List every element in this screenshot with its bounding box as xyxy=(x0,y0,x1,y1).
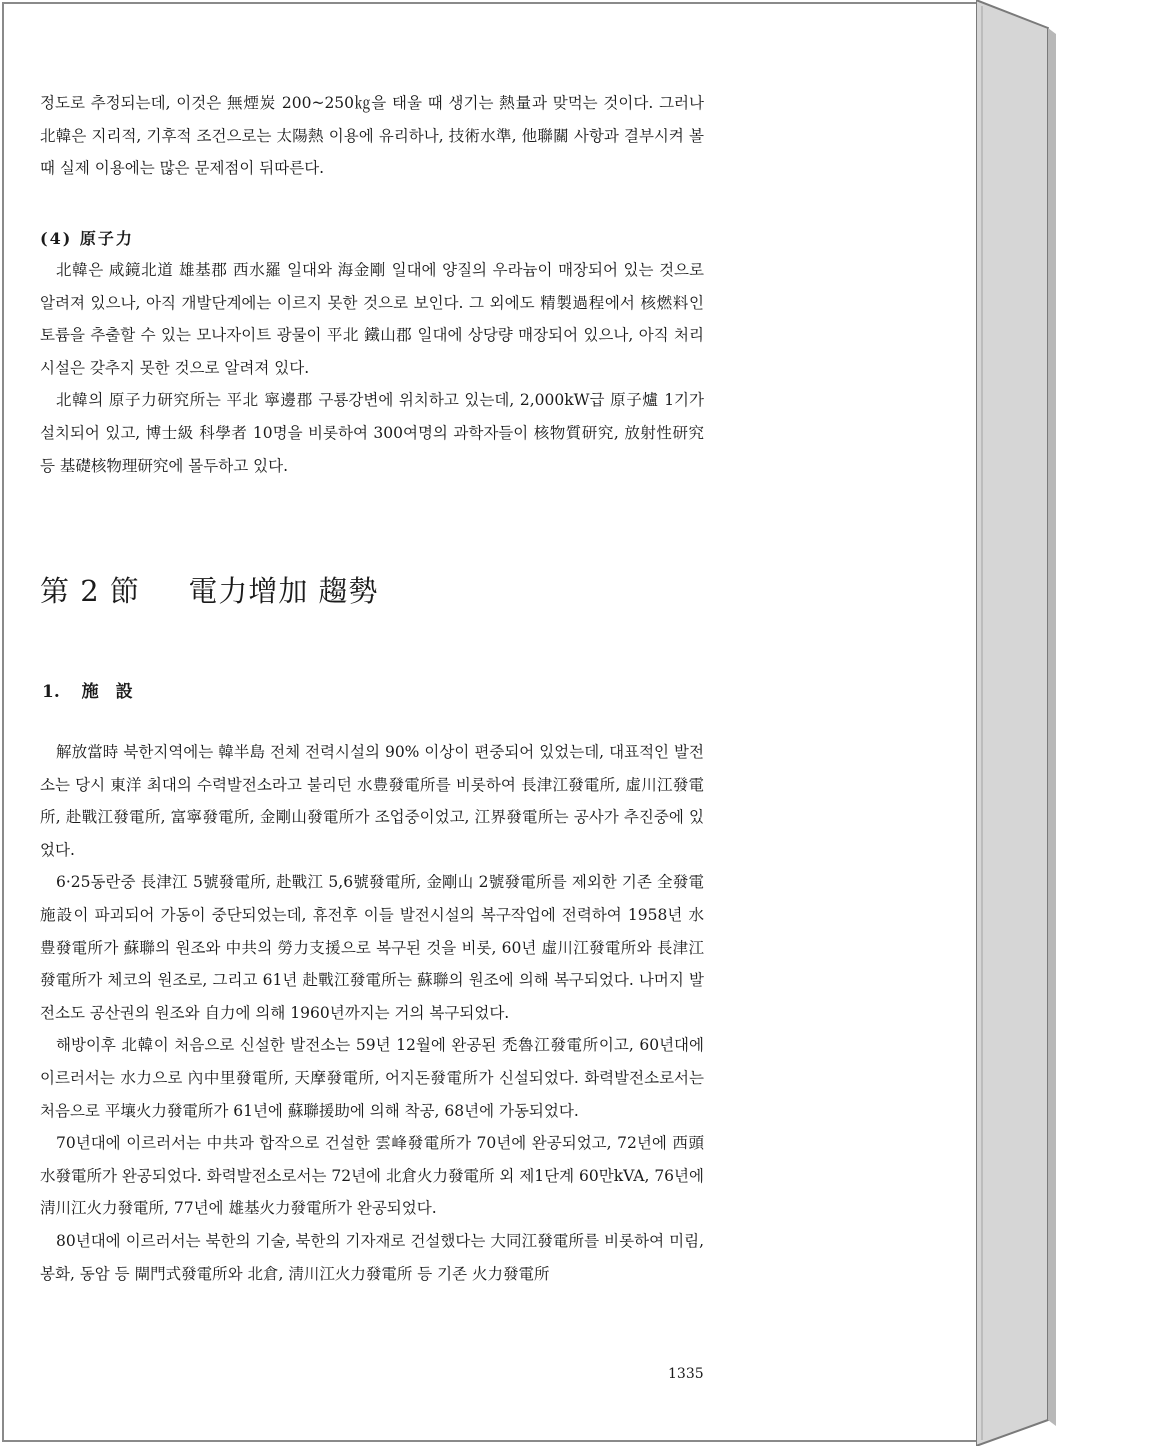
facility-paragraph-2: 6·25동란중 長津江 5號發電所, 赴戰江 5,6號發電所, 金剛山 2號發電所를 제외한 기존 全發電施設이 파괴되어 가동이 중단되었는데, 휴전후 이들 발전시설의 복구작업에 전력하여 1958년 水豊發電所가 蘇聯의 원조와 中共의 勞力支援으로 복구된 것을 비롯, 60년 虛川江發電所와 長津江發電所가 체코의 원조로, 그리고 61년 赴戰江發電所는 蘇聯의 원조에 의해 복구되었다. 나머지 발전소도 공산권의 원조와 自力에 의해 1960년까지는 거의 복구되었다. xyxy=(40,873,704,1022)
document-page xyxy=(2,2,978,1442)
section-nuclear-body xyxy=(40,254,704,482)
book-edge-decoration xyxy=(976,0,1173,1446)
nuclear-paragraph-2: 北韓의 原子力研究所는 平北 寧邊郡 구룡강변에 위치하고 있는데, 2,000kW급 原子爐 1기가 설치되어 있고, 博士級 科學者 10명을 비롯하여 300여명의 과학자들이 核物質研究, 放射性研究 등 基礎核物理研究에 몰두하고 있다. xyxy=(40,391,704,475)
facility-paragraph-4: 70년대에 이르러서는 中共과 합작으로 건설한 雲峰發電所가 70년에 완공되었고, 72년에 西頭水發電所가 완공되었다. 화력발전소로서는 72년에 北倉火力發電所 외 제1단계 60만kVA, 76년에 淸川江火力發電所, 77년에 雄基火力發電所가 완공되었다. xyxy=(40,1134,704,1218)
intro-paragraph: 정도로 추정되는데, 이것은 無煙炭 200~250㎏을 태울 때 생기는 熱量과 맞먹는 것이다. 그러나 北韓은 지리적, 기후적 조건으로는 太陽熱 이용에 유리하나, 技術水準, 他聯關 사항과 결부시켜 볼 때 실제 이용에는 많은 문제점이 뒤따른다. xyxy=(40,94,704,178)
chapter-heading xyxy=(40,569,379,610)
section-heading-nuclear: (4) 原子力 xyxy=(40,229,134,248)
chapter-title: 電力增加 趨勢 xyxy=(188,574,379,608)
subsection-body xyxy=(40,736,704,1290)
page-number: 1335 xyxy=(668,1366,704,1382)
intro-text xyxy=(40,87,704,185)
subsection-title: 施 設 xyxy=(81,682,133,702)
subsection-heading xyxy=(42,677,133,702)
subsection-number: 1. xyxy=(42,682,60,702)
chapter-number: 第 2 節 xyxy=(40,574,140,608)
facility-paragraph-5: 80년대에 이르러서는 북한의 기술, 북한의 기자재로 건설했다는 大同江發電所를 비롯하여 미림, 봉화, 동암 등 閘門式發電所와 北倉, 淸川江火力發電所 등 기존 火力發電所 xyxy=(40,1231,704,1283)
nuclear-paragraph-1: 北韓은 咸鏡北道 雄基郡 西水羅 일대와 海金剛 일대에 양질의 우라늄이 매장되어 있는 것으로 알려져 있으나, 아직 개발단계에는 이르지 못한 것으로 보인다. 그 외에도 精製過程에서 核燃料인 토륨을 추출할 수 있는 모나자이트 광물이 平北 鐵山郡 일대에 상당량 매장되어 있으나, 아직 처리시설은 갖추지 못한 것으로 알려져 있다. xyxy=(40,261,704,377)
facility-paragraph-3: 해방이후 北韓이 처음으로 신설한 발전소는 59년 12월에 완공된 禿魯江發電所이고, 60년대에 이르러서는 水力으로 內中里發電所, 天摩發電所, 어지돈發電所가 신설되었다. 화력발전소로서는 처음으로 平壤火力發電所가 61년에 蘇聯援助에 의해 착공, 68년에 가동되었다. xyxy=(40,1036,704,1120)
facility-paragraph-1: 解放當時 북한지역에는 韓半島 전체 전력시설의 90% 이상이 편중되어 있었는데, 대표적인 발전소는 당시 東洋 최대의 수력발전소라고 불리던 水豊發電所를 비롯하여 長津江發電所, 虛川江發電所, 赴戰江發電所, 富寧發電所, 金剛山發電所가 조업중이었고, 江界發電所는 공사가 추진중에 있었다. xyxy=(40,743,704,859)
